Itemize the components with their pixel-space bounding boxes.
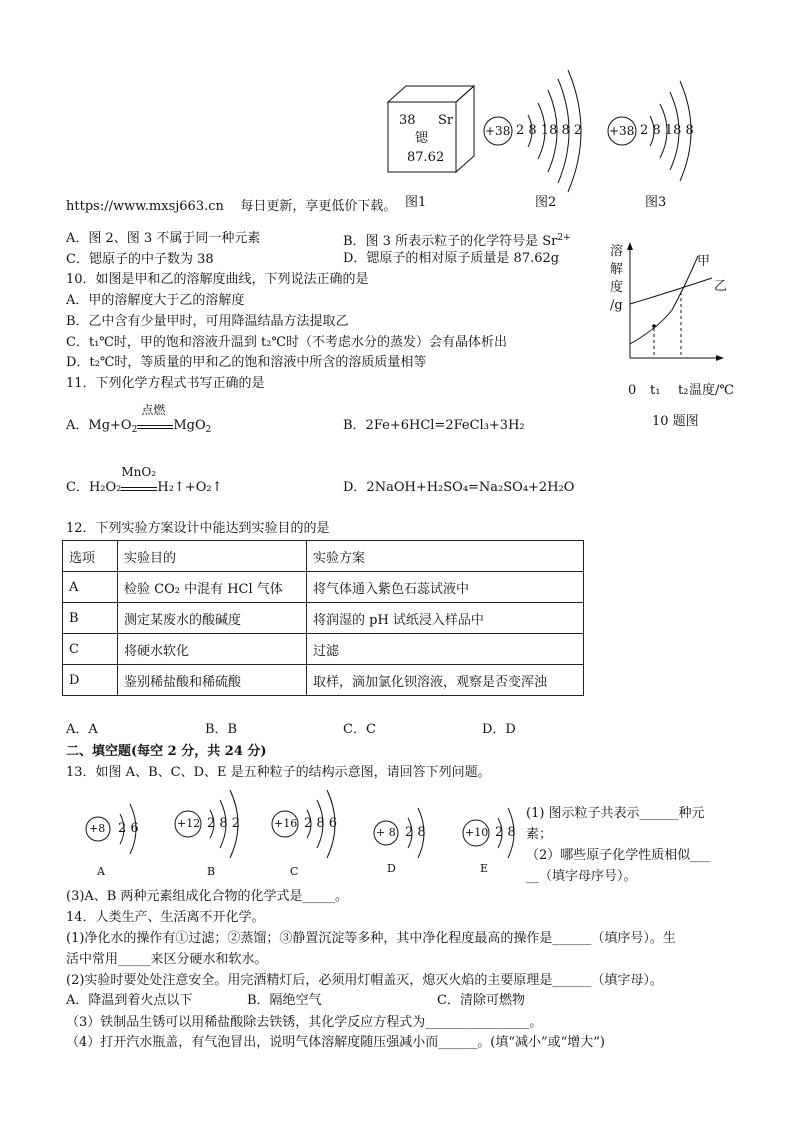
q10-option-c: C．t₁℃时，甲的饱和溶液升温到 t₂℃时（不考虑水分的蒸发）会有晶体析出 (66, 335, 508, 350)
curve-jia (630, 256, 698, 344)
q14-part2-option-b: B．隔绝空气 (247, 993, 322, 1008)
fig3-caption: 图3 (645, 195, 667, 210)
particle-b-nucleus: +12 (177, 817, 201, 830)
table-row (63, 665, 584, 696)
q11-c-condition: MnO₂ (121, 465, 157, 479)
graph-t2: t₂ (678, 383, 689, 398)
q10-stem: 10．如图是甲和乙的溶解度曲线，下列说法正确的是 (66, 272, 369, 287)
watermark-url[interactable]: https://www.mxsj663.cn 每日更新，享更低价下载。 (66, 199, 397, 214)
table-cell: 取样，滴加氯化钡溶液，观察是否变浑浊 (307, 665, 584, 696)
q10-option-a: A．甲的溶解度大于乙的溶解度 (66, 293, 245, 308)
table-row (63, 572, 584, 603)
particle-e-nucleus: +10 (465, 826, 489, 839)
q11-option-c: C．H₂O₂ MnO₂ H₂↑+O₂↑ (66, 465, 223, 495)
q13-part1-line2: 素； (526, 827, 553, 842)
sr-ion-shells: 2 8 18 8 (640, 123, 694, 138)
table-cell: 将润湿的 pH 试纸浸入样品中 (307, 603, 584, 634)
particle-b-label: B (207, 865, 216, 878)
graph-xlabel: 温度/℃ (689, 383, 734, 398)
section-2-heading: 二、填空题(每空 2 分，共 24 分) (66, 744, 267, 759)
q11-option-b: B．2Fe+6HCl=2FeCl₃+3H₂ (343, 418, 525, 433)
q14-part2-option-a: A．降温到着火点以下 (66, 993, 193, 1008)
q14-part1-line2: 活中常用_____来区分硬水和软水。 (66, 952, 268, 967)
graph-series-jia: 甲 (697, 254, 711, 269)
q11-option-a: A．$Mg+O_2$ 点燃 MgO$_2$ (66, 403, 212, 435)
table-header-row (63, 541, 584, 572)
fig1-caption: 图1 (405, 195, 427, 210)
q9-option-b: B．图 3 所表示粒子的化学符号是 $Sr^{2+}$ (343, 233, 571, 249)
table-cell: 将气体通入紫色石蕊试液中 (307, 572, 584, 603)
table-cell: 测定某废水的酸碱度 (118, 603, 307, 634)
table-cell: D (63, 665, 118, 696)
q14-part2: (2)实验时要处处注意安全。用完酒精灯后，必须用灯帽盖灭，熄灭火焰的主要原理是______（填字母）。 (66, 973, 663, 988)
q12-table (62, 540, 584, 696)
table-cell: 检验 CO₂ 中混有 HCl 气体 (118, 572, 307, 603)
q13-stem: 13．如图 A、B、C、D、E 是五种粒子的结构示意图，请回答下列问题。 (66, 765, 491, 780)
q9-option-c: C．锶原子的中子数为 38 (66, 252, 214, 267)
q13-part2-line1: （2）哪些原子化学性质相似___ (526, 848, 710, 863)
graph-caption: 10 题图 (652, 414, 699, 429)
fig2-caption: 图2 (535, 195, 557, 210)
curve-yi (630, 278, 712, 304)
particle-d-nucleus: + 8 (376, 826, 396, 839)
particle-c-label: C (290, 865, 299, 878)
table-cell: 将硬水软化 (118, 634, 307, 665)
graph-ylabel-1: 溶 (610, 244, 624, 259)
table-cell: 过滤 (307, 634, 584, 665)
particle-b-shells: 2 8 2 (207, 816, 241, 831)
table-row (63, 603, 584, 634)
table-row (63, 634, 584, 665)
graph-ylabel-4: /g (610, 298, 623, 313)
q10-option-d: D．t₂℃时，等质量的甲和乙的饱和溶液中所含的溶质质量相等 (66, 355, 427, 370)
q13-part2-line2: __（填字母序号）。 (526, 869, 637, 884)
particle-c-nucleus: +16 (274, 817, 298, 830)
graph-origin: 0 (628, 383, 637, 398)
element-atomic-number: 38 (399, 113, 416, 128)
sr-ion-nucleus: +38 (609, 124, 635, 138)
particle-d-label: D (387, 862, 396, 875)
element-mass: 87.62 (407, 150, 445, 165)
graph-t1: t₁ (650, 383, 661, 398)
q11-a-condition: 点燃 (141, 403, 166, 417)
q14-stem: 14．人类生产、生活离不开化学。 (66, 910, 265, 925)
particle-e-shells: 2 8 (495, 825, 516, 840)
element-symbol: Sr (438, 113, 454, 128)
sr-atom-nucleus: +38 (485, 124, 511, 138)
q14-part1-line1: (1)净化水的操作有①过滤；②蒸馏；③静置沉淀等多种，其中净化程度最高的操作是______（填序号）。生 (66, 931, 676, 946)
q12-stem: 12．下列实验方案设计中能达到实验目的的是 (66, 521, 330, 536)
particle-a-nucleus: +8 (89, 822, 106, 835)
q12-choice-a: A．A (66, 722, 98, 737)
q14-part3: （3）铁制品生锈可以用稀盐酸除去铁锈，其化学反应方程式为________________。 (66, 1015, 543, 1030)
q13-part3: (3)A、B 两种元素组成化合物的化学式是_____。 (66, 889, 348, 904)
particle-a-shells: 2 6 (118, 821, 139, 836)
q14-part2-option-c: C．清除可燃物 (437, 993, 525, 1008)
q11-option-d: D．2NaOH+H₂SO₄=Na₂SO₄+2H₂O (343, 480, 575, 495)
element-name: 锶 (415, 131, 429, 146)
graph-ylabel-2: 解 (610, 262, 624, 277)
q9-option-a: A．图 2、图 3 不属于同一种元素 (66, 231, 261, 246)
graph-series-yi: 乙 (714, 279, 728, 294)
q10-option-b: B．乙中含有少量甲时，可用降温结晶方法提取乙 (66, 314, 349, 329)
q13-particles-figure (80, 786, 525, 878)
particle-d-shells: 2 8 (405, 825, 426, 840)
q12-choice-b: B．B (205, 722, 238, 737)
q12-choice-c: C．C (343, 722, 376, 737)
q9-option-d: D．锶原子的相对原子质量是 87.62g (343, 251, 560, 266)
particle-e-label: E (480, 862, 489, 875)
particle-c-shells: 2 8 6 (304, 816, 338, 831)
table-header: 实验方案 (307, 541, 584, 572)
q11-stem: 11．下列化学方程式书写正确的是 (66, 376, 265, 391)
table-cell: C (63, 634, 118, 665)
graph-ylabel-3: 度 (610, 280, 624, 295)
table-cell: A (63, 572, 118, 603)
table-header: 实验目的 (118, 541, 307, 572)
sr-atom-shells: 2 8 18 8 2 (516, 123, 583, 138)
q14-part4: （4）打开汽水瓶盖，有气泡冒出，说明气体溶解度随压强减小而______。(填“减小”或“增大”) (66, 1035, 605, 1050)
table-cell: 鉴别稀盐酸和稀硫酸 (118, 665, 307, 696)
table-cell: B (63, 603, 118, 634)
table-header: 选项 (63, 541, 118, 572)
q13-part1-line1: (1) 图示粒子共表示______种元 (526, 806, 705, 821)
particle-a-label: A (97, 865, 105, 878)
q12-choice-d: D．D (482, 722, 516, 737)
